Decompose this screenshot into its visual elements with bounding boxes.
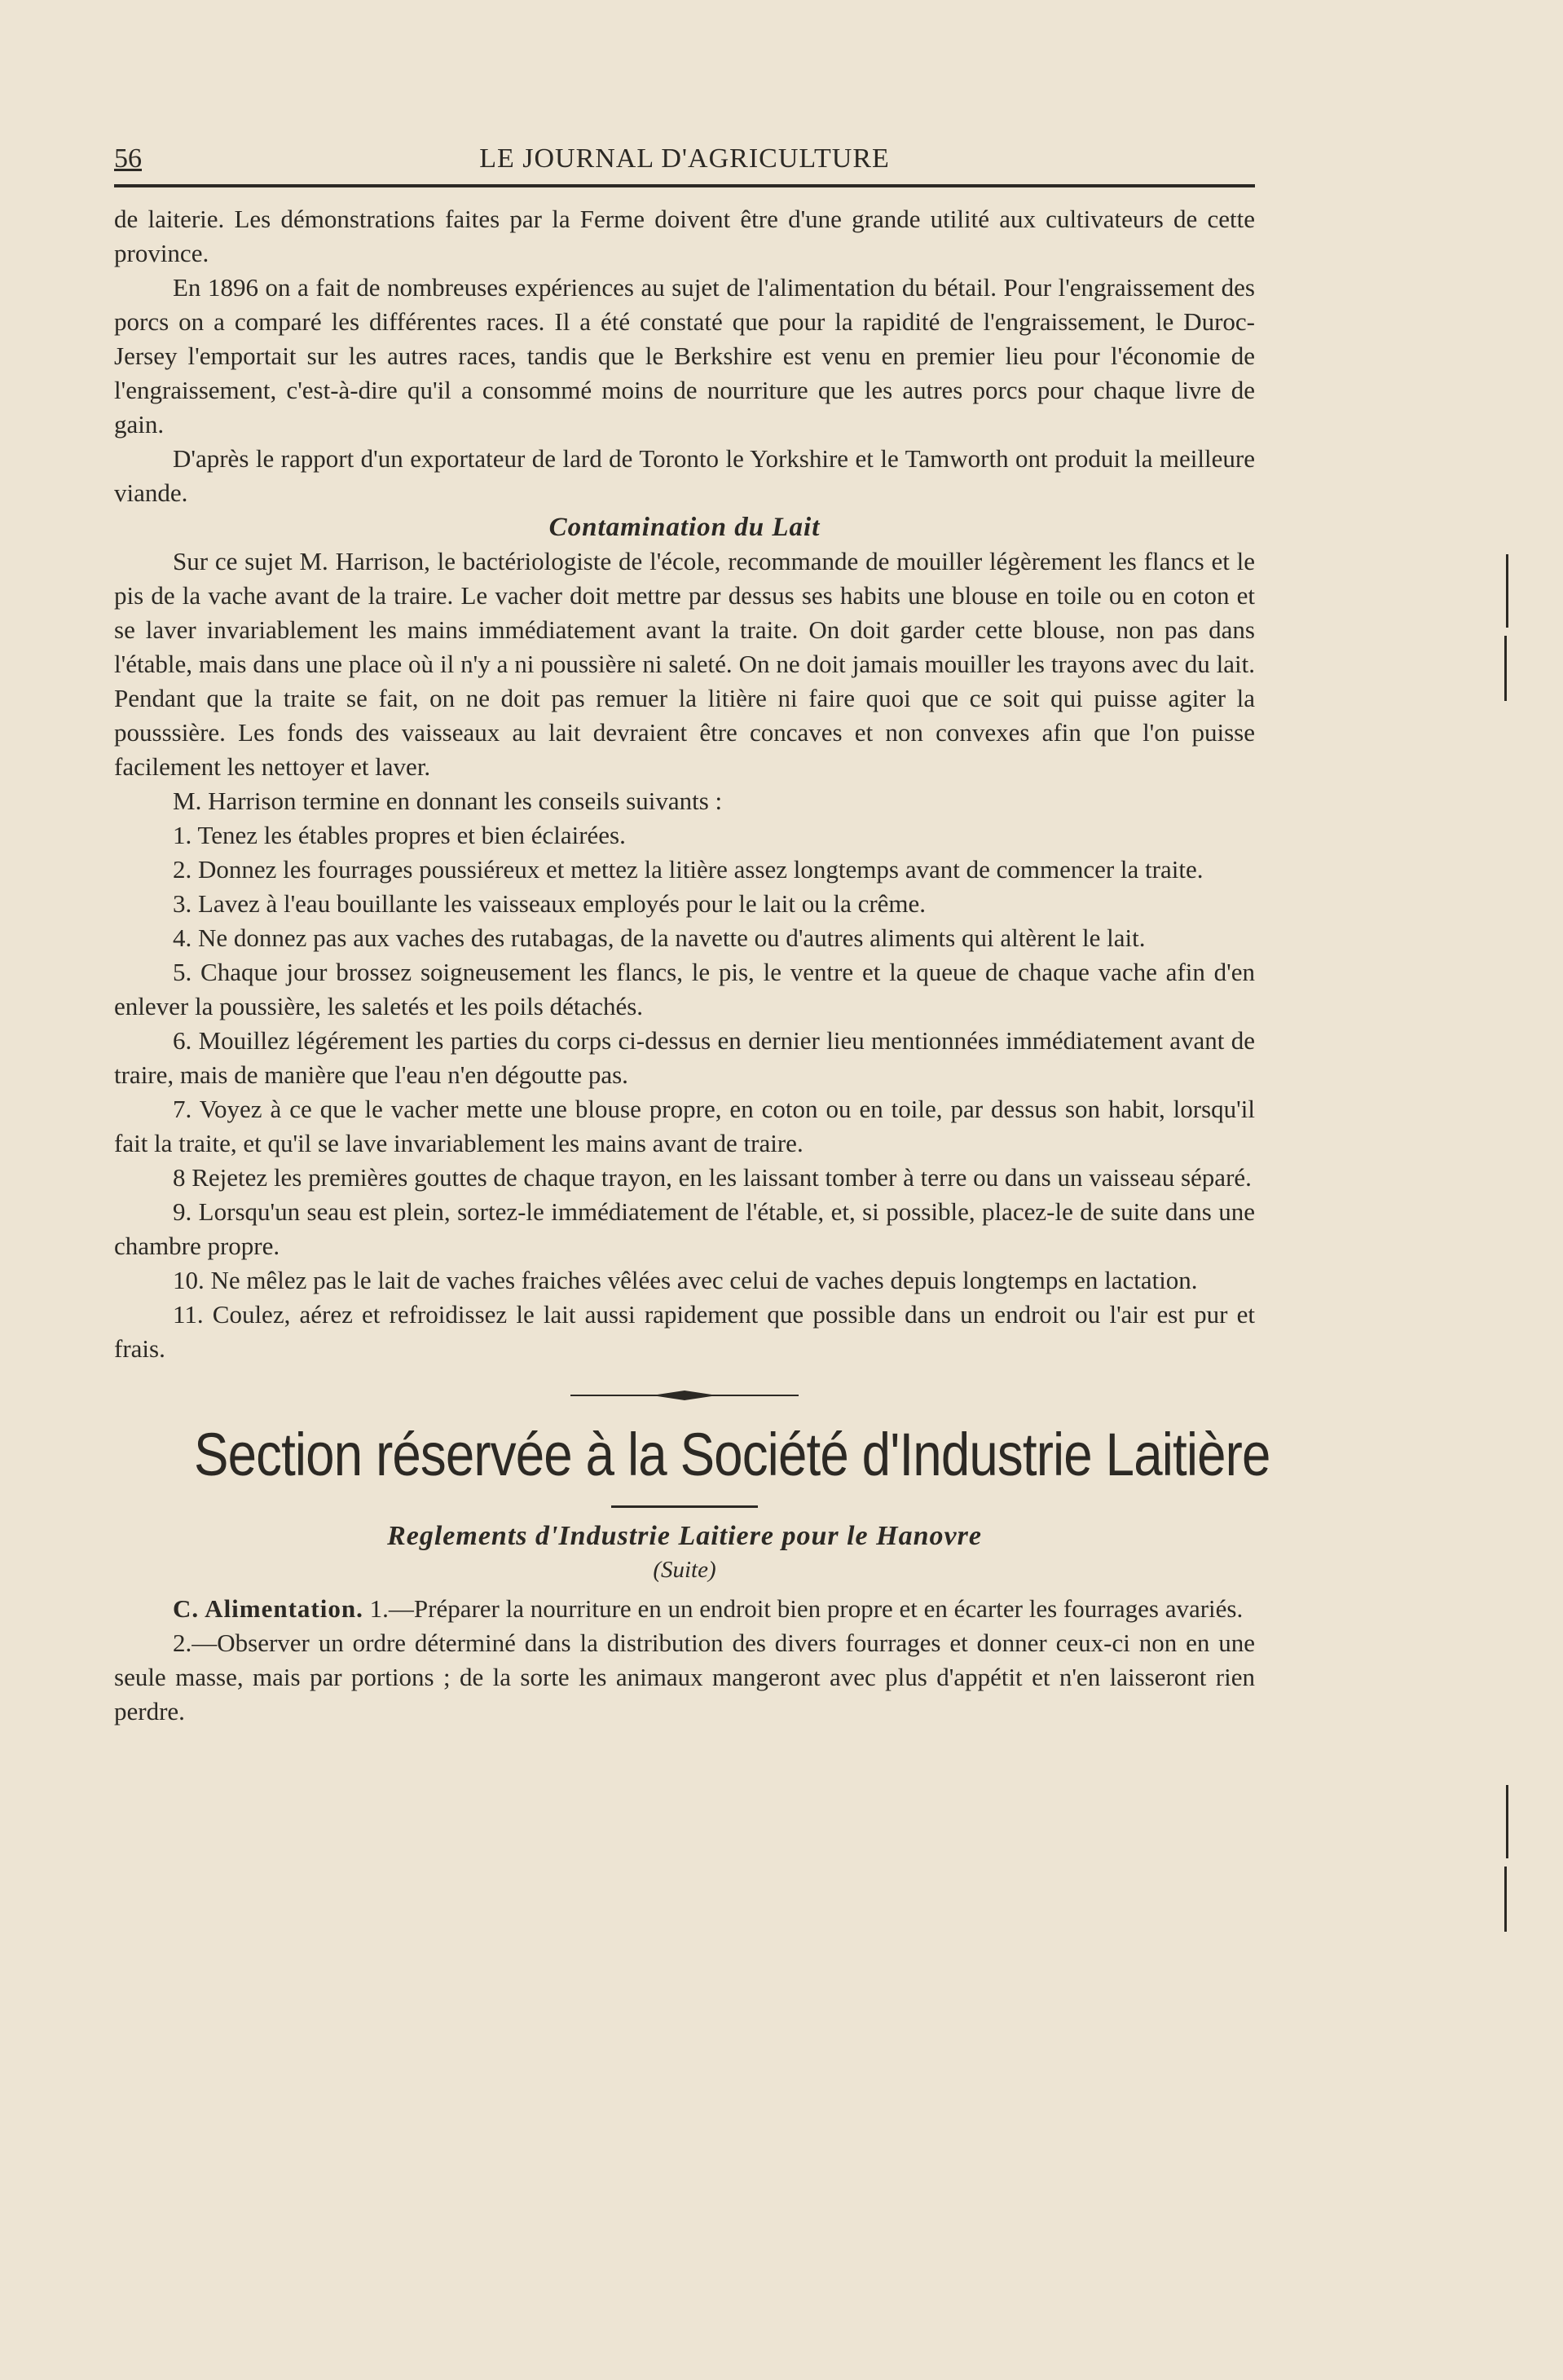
advice-item: 4. Ne donnez pas aux vaches des rutabagas, de la navette ou d'autres aliments qui altèrent le lait. — [173, 923, 1146, 952]
advice-item: 9. Lorsqu'un seau est plein, sortez-le immédiatement de l'étable, et, si possible, placez-le de suite dans une chambre propre. — [114, 1197, 1255, 1260]
paragraph: D'après le rapport d'un exportateur de lard de Toronto le Yorkshire et le Tamworth ont produit la meilleure viande. — [114, 444, 1255, 507]
sub-heading: Reglements d'Industrie Laitiere pour le Hanovre — [387, 1521, 982, 1551]
margin-mark — [1506, 1785, 1508, 1858]
paragraph: En 1896 on a fait de nombreuses expériences au sujet de l'alimentation du bétail. Pour l'engraissement des porcs on a comparé les différentes races. Il a été constaté que pour la rapidité de l'engraissement, le Duroc-Jersey l'emportait sur les autres races, tandis que le Berkshire est venu en premier lieu pour l'économie de l'engraissement, c'est-à-dire qu'il a consommé moins de nourriture que les autres porcs pour chaque livre de gain. — [114, 273, 1255, 439]
advice-item: 5. Chaque jour brossez soigneusement les flancs, le pis, le ventre et la queue de chaque vache afin d'en enlever la poussière, les saletés et les poils détachés. — [114, 958, 1255, 1020]
page-number: 56 — [114, 143, 142, 174]
advice-item: 11. Coulez, aérez et refroidissez le lait aussi rapidement que possible dans un endroit ou l'air est pur et frais. — [114, 1300, 1255, 1363]
margin-mark — [1506, 554, 1508, 628]
advice-item: 8 Rejetez les premières gouttes de chaque trayon, en les laissant tomber à terre ou dans un vaisseau séparé. — [173, 1163, 1252, 1192]
margin-mark — [1504, 1867, 1507, 1932]
section-body — [114, 1592, 1255, 1729]
paragraph: Sur ce sujet M. Harrison, le bactériologiste de l'école, recommande de mouiller légèrement les flancs et le pis de la vache avant de la traire. Le vacher doit mettre par dessus ses habits une blouse en toile ou en coton et se laver invariablement les mains immédiatement avant la traite. On doit garder cette blouse, non pas dans l'étable, mais dans une place où il n'y a ni poussière ni saleté. On ne doit jamais mouiller les trayons avec du lait. Pendant que la traite se fait, on ne doit pas remuer la litière ni faire quoi que ce soit qui puisse agiter la pousssière. Les fonds des vaisseaux au lait devraient être concaves et non convexes afin que l'on puisse facilement les nettoyer et laver. — [114, 547, 1255, 781]
ornamental-divider — [570, 1391, 799, 1400]
article-body — [114, 202, 1255, 1366]
running-title: LE JOURNAL D'AGRICULTURE — [479, 143, 890, 174]
divider-diamond — [652, 1391, 717, 1400]
alimentation-label: C. Alimentation. — [173, 1594, 363, 1623]
page-content — [114, 139, 1270, 1729]
paragraph: 2.—Observer un ordre déterminé dans la distribution des divers fourrages et donner ceux-ci non en une seule masse, mais par portions ; de la sorte les animaux mangeront avec plus d'appétit et n'en laisseront rien perdre. — [114, 1629, 1255, 1726]
advice-item: 2. Donnez les fourrages poussiéreux et mettez la litière assez longtemps avant de commencer la traite. — [173, 855, 1204, 884]
advice-item: 3. Lavez à l'eau bouillante les vaisseaux employés pour le lait ou la crême. — [173, 889, 927, 918]
page-header — [114, 139, 1255, 176]
header-rule — [114, 184, 1255, 187]
margin-mark — [1504, 636, 1507, 701]
heading-contamination: Contamination du Lait — [548, 513, 821, 542]
section-title: Section réservée à la Société d'Industrie Laitière — [194, 1421, 1270, 1488]
advice-item: 7. Voyez à ce que le vacher mette une blouse propre, en coton ou en toile, par dessus son habit, lorsqu'il fait la traite, et qu'il se lave invariablement les mains avant de traire. — [114, 1095, 1255, 1157]
alimentation-text: 1.—Préparer la nourriture en un endroit bien propre et en écarter les fourrages avariés. — [369, 1594, 1244, 1623]
paragraph-alimentation — [114, 1592, 1255, 1626]
paragraph: de laiterie. Les démonstrations faites par la Ferme doivent être d'une grande utilité aux cultivateurs de cette province. — [114, 205, 1255, 267]
paragraph: M. Harrison termine en donnant les conseils suivants : — [173, 787, 723, 815]
advice-item: 1. Tenez les étables propres et bien éclairées. — [173, 821, 626, 849]
advice-item: 10. Ne mêlez pas le lait de vaches fraiches vêlées avec celui de vaches depuis longtemps en lactation. — [173, 1266, 1198, 1294]
advice-item: 6. Mouillez légérement les parties du corps ci-dessus en dernier lieu mentionnées immédiatement avant de traire, mais de manière que l'eau n'en dégoutte pas. — [114, 1026, 1255, 1089]
suite-label: (Suite) — [653, 1557, 716, 1583]
section-rule — [611, 1505, 758, 1508]
